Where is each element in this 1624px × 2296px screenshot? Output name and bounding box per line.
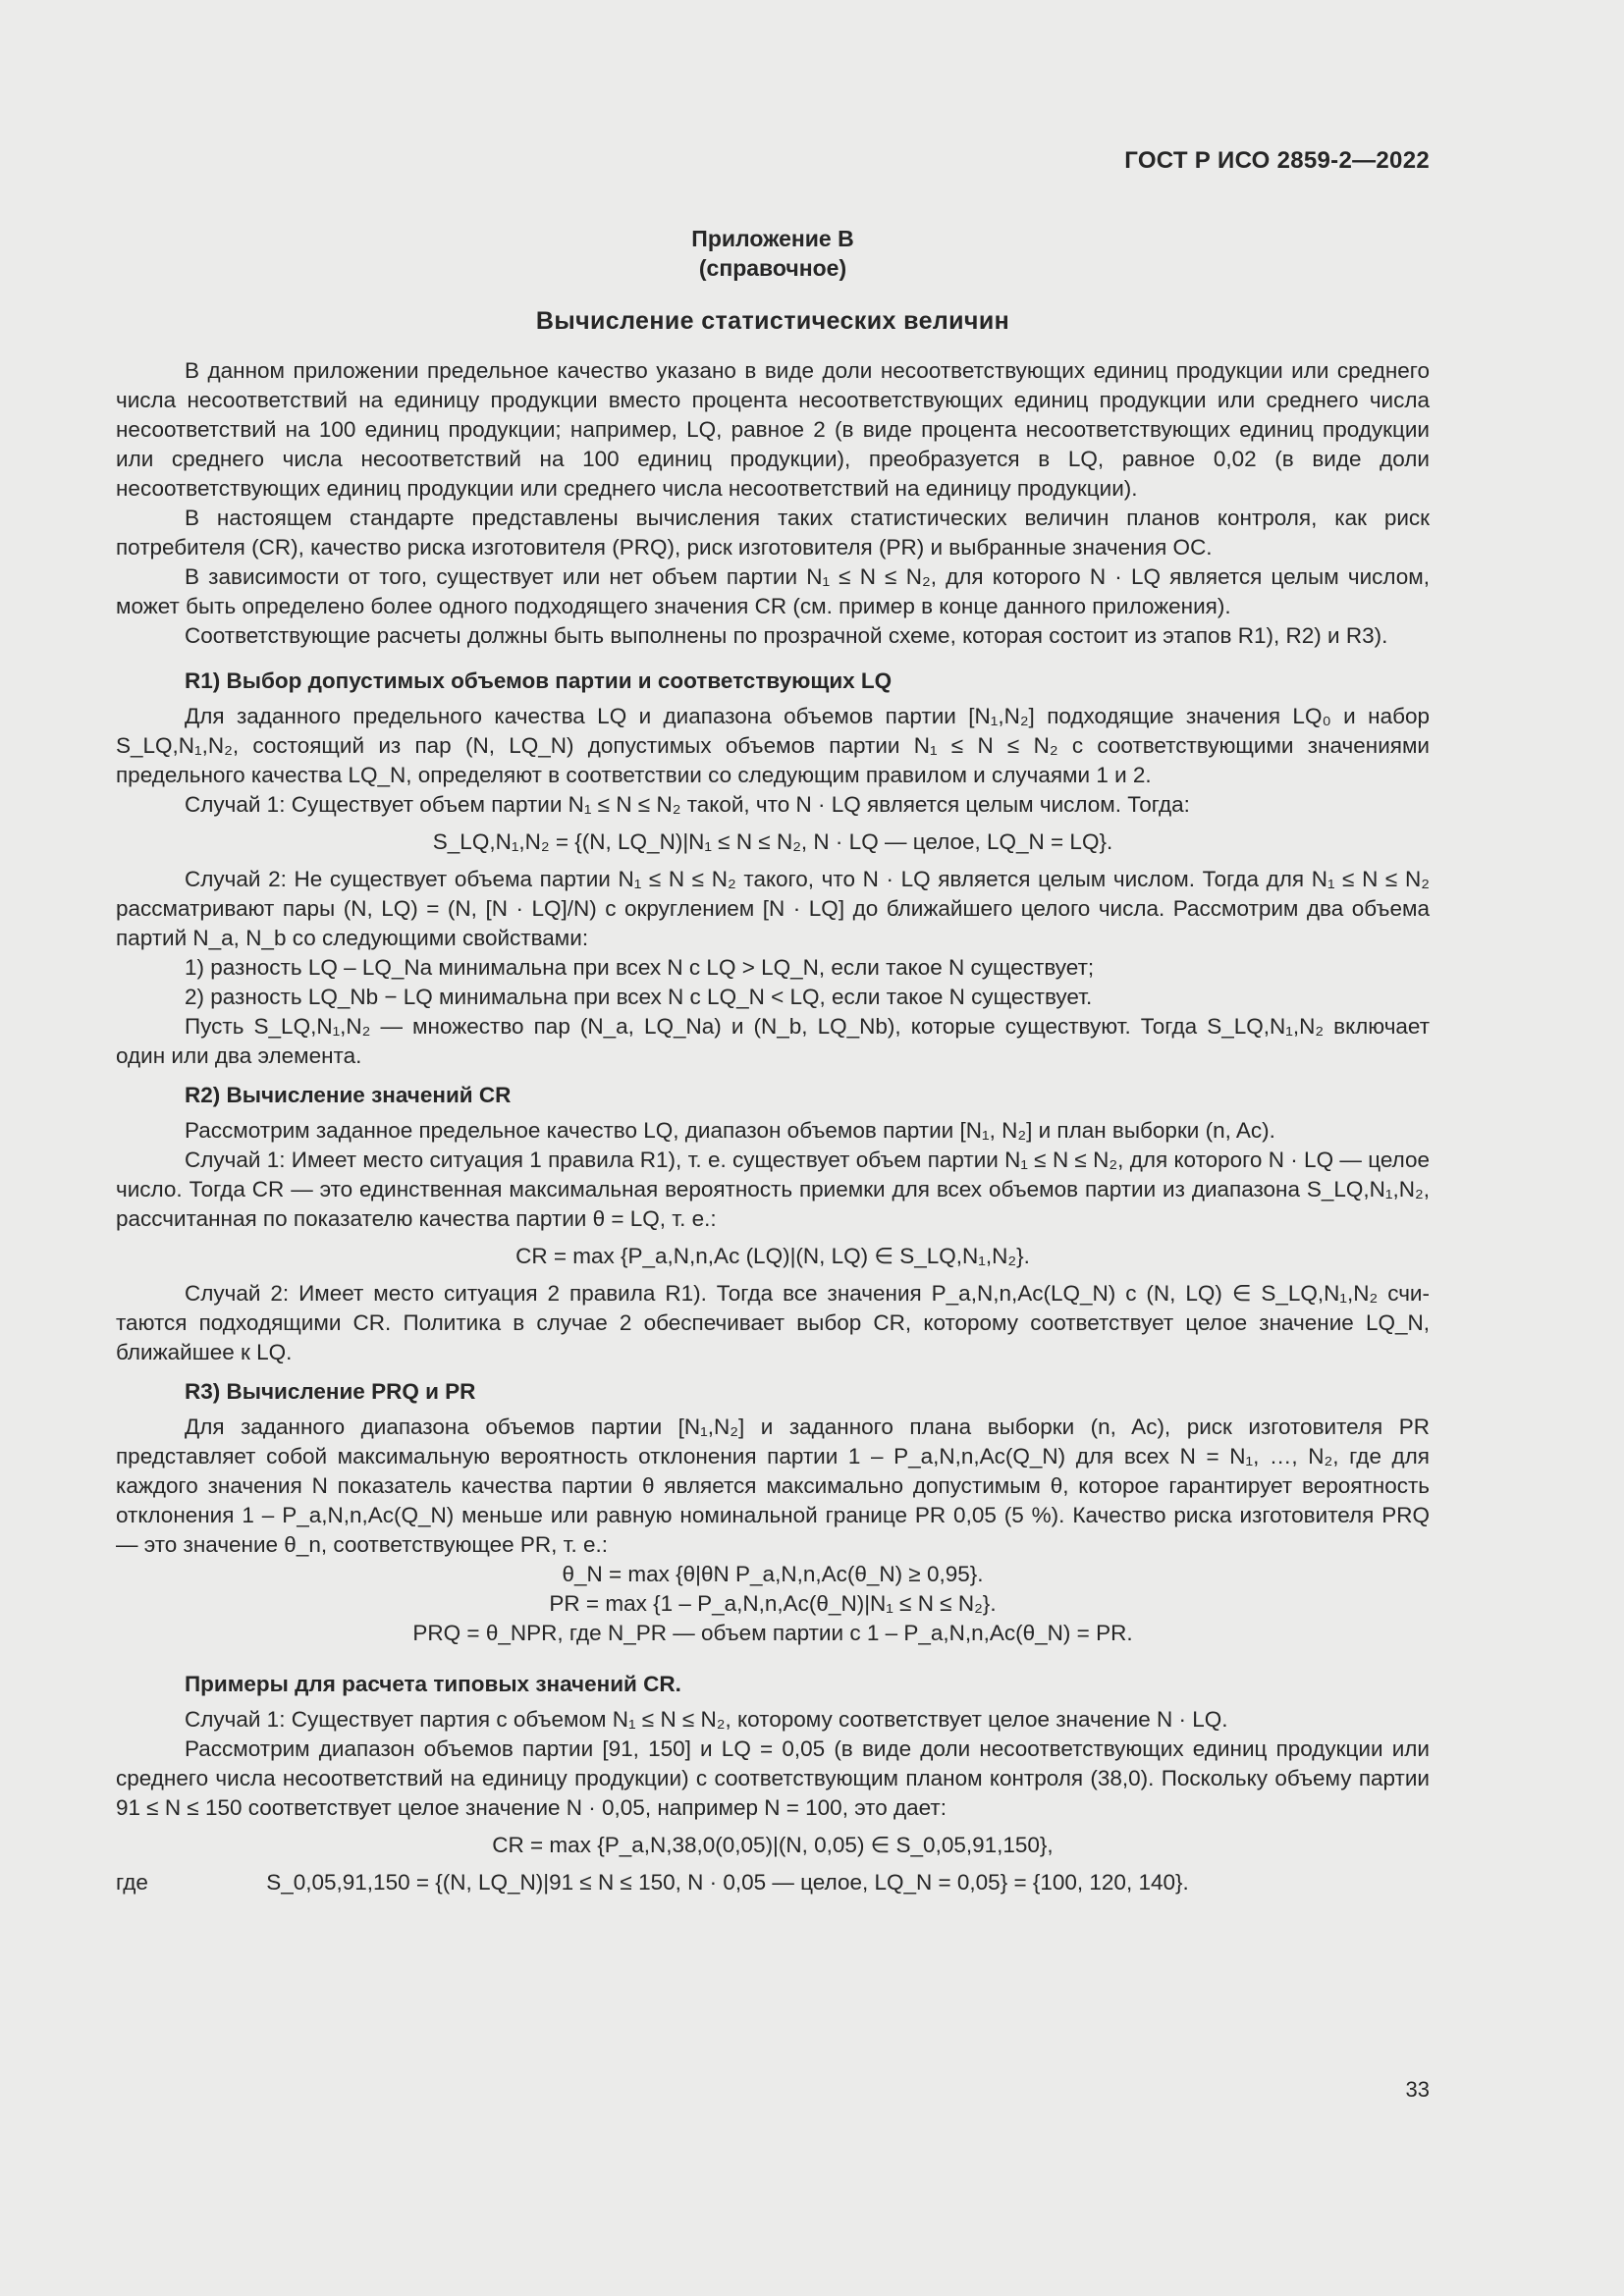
intro-paragraph-3: В зависимости от того, существует или нет объем партии N₁ ≤ N ≤ N₂, для которого N · LQ является целым числом, может быть определено более одного подходящего значения CR (см. пример в конце данного приложения). (116, 564, 1430, 618)
r3-formula-theta: θ_N = max {θ|θN P_a,N,n,Ac(θ_N) ≥ 0,95}. (562, 1562, 984, 1586)
r2-paragraph: Рассмотрим заданное предельное качество LQ, диапазон объемов партии [N₁, N₂] и план выборки (n, Ac). (185, 1118, 1275, 1143)
examples-paragraph: Рассмотрим диапазон объемов партии [91, 150] и LQ = 0,05 (в виде доли несоответствующих единиц продукции или среднего числа несоответствий на единицу продукции) с соответствующим планом контроля (38,0). Поскольку объему партии 91 ≤ N ≤ 150 соответствует целое значение N · 0,05, например N = 100, это дает: (116, 1736, 1430, 1820)
r3-formula-prq: PRQ = θ_NPR, где N_PR — объем партии с 1 – P_a,N,n,Ac(θ_N) = PR. (412, 1621, 1133, 1645)
annex-kind: (справочное) (698, 255, 847, 281)
section-r1-heading: R1) Выбор допустимых объемов партии и соответствующих LQ (185, 668, 893, 693)
where-label: где (116, 1870, 148, 1895)
examples-heading: Примеры для расчета типовых значений CR. (185, 1672, 681, 1696)
page-content (116, 224, 1430, 1901)
r1-list-item-2: 2) разность LQ_Nb − LQ минимальна при всех N с LQ_N < LQ, если такое N существует. (185, 985, 1093, 1009)
r3-paragraph: Для заданного диапазона объемов партии [N₁,N₂] и заданного плана выборки (n, Ac), риск изготовителя PR представляет собой максимальную вероятность отклонения партии 1 – P_a,N,n,Ac(Q_N) для всех N = N₁, …, N₂, где для каждого значения N показатель качества партии θ является максимально допустимым θ, которое гарантирует вероятность отклонения 1 – P_a,N,n,Ac(Q_N) меньше или равную номинальной границе PR 0,05 (5 %). Качество риска изготовителя PRQ — это значение θ_n, соответствующее PR, т. е.: (116, 1415, 1430, 1557)
intro-paragraph-4: Соответствующие расчеты должны быть выполнены по прозрачной схеме, которая состоит из этапов R1), R2) и R3). (185, 623, 1388, 648)
r1-let-paragraph: Пусть S_LQ,N₁,N₂ — множество пар (N_a, LQ_Na) и (N_b, LQ_Nb), которые существуют. Тогда S_LQ,N₁,N₂ включает один или два элемента. (116, 1014, 1430, 1068)
section-r2-heading: R2) Вычисление значений CR (185, 1083, 512, 1107)
standard-designation: ГОСТ Р ИСО 2859-2—2022 (1124, 147, 1430, 174)
section-r3-heading: R3) Вычисление PRQ и PR (185, 1379, 476, 1404)
examples-case1: Случай 1: Существует партия с объемом N₁ ≤ N ≤ N₂, которому соответствует целое значение N · LQ. (185, 1707, 1228, 1732)
annex-label: Приложение В (691, 226, 854, 251)
examples-formula: CR = max {P_a,N,38,0(0,05)|(N, 0,05) ∈ S_0,05,91,150}, (492, 1833, 1054, 1857)
intro-paragraph-1: В данном приложении предельное качество указано в виде доли несоответствующих единиц продукции или среднего числа несоответствий на единицу продукции вместо процента несоответствующих единиц продукции или среднего числа несоответствий на 100 единиц продукции; например, LQ, равное 2 (в виде процента несоответствующих единиц продукции или среднего числа несоответствий на 100 единиц продукции), преобразуется в LQ, равное 0,02 (в виде доли несоответствующих единиц продукции или среднего числа несоответствий на единицу продукции). (116, 358, 1430, 501)
r1-case2: Случай 2: Не существует объема партии N₁ ≤ N ≤ N₂ такого, что N · LQ является целым числом. Тогда для N₁ ≤ N ≤ N₂ рассматривают пары (N, LQ) = (N, [N · LQ]/N) с округлением [N · LQ] до ближайшего целого числа. Рассмотрим два объема партий N_a, N_b со следующими свойствами: (116, 867, 1430, 950)
r2-case2: Случай 2: Имеет место ситуация 2 правила R1). Тогда все значения P_a,N,n,Ac(LQ_N) с (N, LQ) ∈ S_LQ,N₁,N₂ считаются подходящими CR. Политика в случае 2 обеспечивает выбор CR, которому соответствует целое значение LQ_N, ближайшее к LQ. (116, 1281, 1430, 1364)
where-line (116, 1868, 1430, 1901)
intro-paragraph-2: В настоящем стандарте представлены вычисления таких статистических величин планов контроля, как риск потребителя (CR), качество риска изготовителя (PRQ), риск изготовителя (PR) и выбранные значения ОС. (116, 506, 1430, 560)
where-formula: S_0,05,91,150 = {(N, LQ_N)|91 ≤ N ≤ 150, N · 0,05 — целое, LQ_N = 0,05} = {100, 120, 140}. (266, 1870, 1189, 1895)
r1-formula: S_LQ,N₁,N₂ = {(N, LQ_N)|N₁ ≤ N ≤ N₂, N · LQ — целое, LQ_N = LQ}. (432, 829, 1113, 854)
r2-case1: Случай 1: Имеет место ситуация 1 правила R1), т. е. существует объем партии N₁ ≤ N ≤ N₂, для которого N · LQ — целое число. Тогда CR — это единственная максимальная вероятность приемки для всех объемов партии из диапазона S_LQ,N₁,N₂, рассчитанная по показателю качества партии θ = LQ, т. е.: (116, 1148, 1430, 1231)
r1-paragraph: Для заданного предельного качества LQ и диапазона объемов партии [N₁,N₂] подходящие значения LQ₀ и набор S_LQ,N₁,N₂, состоящий из пар (N, LQ_N) допустимых объемов партии N₁ ≤ N ≤ N₂ с соответствующими значениями предельного качества LQ_N, определяют в соответствии со следующим правилом и случаями 1 и 2. (116, 704, 1430, 787)
r1-list-item-1: 1) разность LQ – LQ_Na минимальна при всех N с LQ > LQ_N, если такое N существует; (185, 955, 1095, 980)
r3-formula-pr: PR = max {1 – P_a,N,n,Ac(θ_N)|N₁ ≤ N ≤ N₂}. (549, 1591, 997, 1616)
r1-case1: Случай 1: Существует объем партии N₁ ≤ N ≤ N₂ такой, что N · LQ является целым числом. Тогда: (185, 792, 1190, 817)
page-number: 33 (1405, 2077, 1430, 2102)
r2-formula: CR = max {P_a,N,n,Ac (LQ)|(N, LQ) ∈ S_LQ,N₁,N₂}. (515, 1244, 1030, 1268)
annex-title: Вычисление статистических величин (535, 307, 1010, 335)
